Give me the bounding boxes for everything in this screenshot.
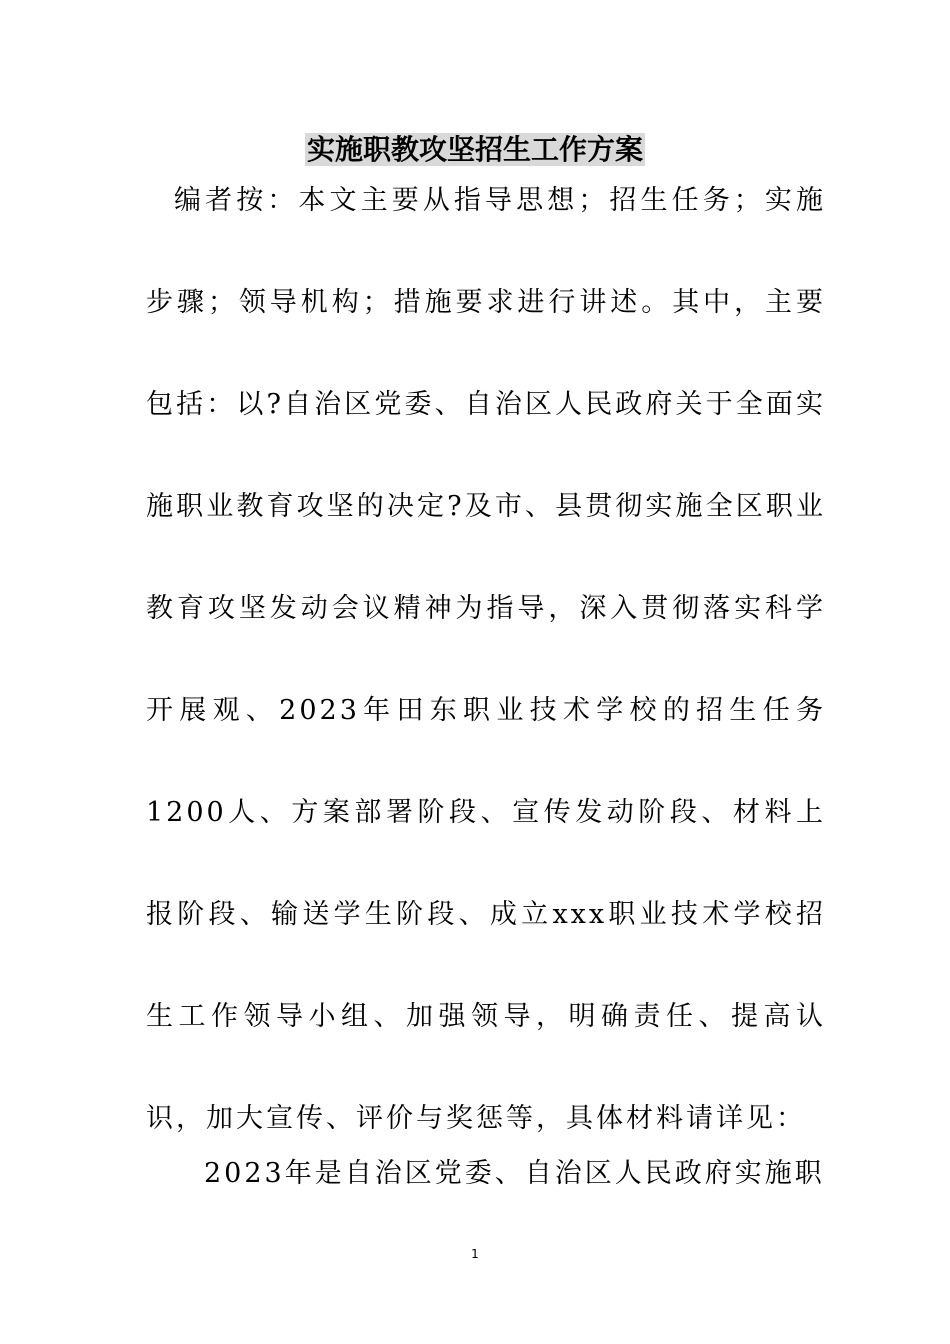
body-paragraph: 2023年是自治区党委、自治区人民政府实施职 [204, 1158, 825, 1189]
page-number: 1 [471, 1247, 479, 1261]
document-title-text: 实施职教攻坚招生工作方案 [306, 133, 643, 166]
editor-note-paragraph: 编者按：本文主要从指导思想；招生任务；实施步骤；领导机构；措施要求进行讲述。其中，主要包括：以?自治区党委、自治区人民政府关于全面实施职业教育攻坚的决定?及市、县贯彻实施全区职业教育攻坚发动会议精神为指导，深入贯彻落实科学开展观、2023年田东职业技术学校的招生任务1200人、方案部署阶段、宣传发动阶段、材料上报阶段、输送学生阶段、成立xxx职业技术学校招生工作领导小组、加强领导，明确责任、提高认识，加大宣传、评价与奖惩等，具体材料请详见： [146, 185, 826, 1134]
